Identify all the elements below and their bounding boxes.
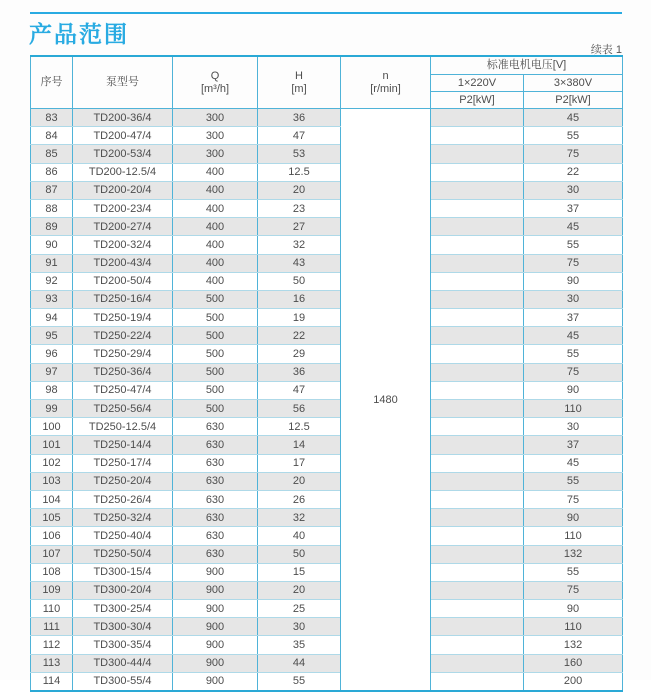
serial-cell: 112 xyxy=(31,636,73,654)
serial-cell: 97 xyxy=(31,363,73,381)
flow-cell: 630 xyxy=(173,454,258,472)
head-cell: 25 xyxy=(258,600,341,618)
p2-220-cell xyxy=(431,290,524,308)
serial-cell: 99 xyxy=(31,400,73,418)
model-cell: TD200-47/4 xyxy=(73,127,173,145)
p2-380-cell: 110 xyxy=(524,618,623,636)
head-cell: 55 xyxy=(258,672,341,691)
table-row xyxy=(31,327,623,345)
header-flow-symbol: Q xyxy=(210,69,220,82)
model-cell: TD250-26/4 xyxy=(73,490,173,508)
flow-cell: 630 xyxy=(173,436,258,454)
p2-380-cell: 55 xyxy=(524,563,623,581)
p2-380-cell: 45 xyxy=(524,327,623,345)
head-cell: 12.5 xyxy=(258,418,341,436)
serial-cell: 94 xyxy=(31,309,73,327)
p2-380-cell: 90 xyxy=(524,381,623,399)
p2-380-cell: 200 xyxy=(524,672,623,691)
head-cell: 12.5 xyxy=(258,163,341,181)
model-cell: TD200-23/4 xyxy=(73,199,173,217)
head-cell: 17 xyxy=(258,454,341,472)
p2-220-cell xyxy=(431,618,524,636)
flow-cell: 900 xyxy=(173,636,258,654)
top-accent-rule xyxy=(30,12,622,14)
model-cell: TD200-50/4 xyxy=(73,272,173,290)
flow-cell: 630 xyxy=(173,490,258,508)
model-cell: TD300-25/4 xyxy=(73,600,173,618)
table-row xyxy=(31,127,623,145)
flow-cell: 400 xyxy=(173,218,258,236)
p2-380-cell: 55 xyxy=(524,236,623,254)
model-cell: TD250-29/4 xyxy=(73,345,173,363)
serial-cell: 91 xyxy=(31,254,73,272)
serial-cell: 87 xyxy=(31,181,73,199)
header-speed-unit: [r/min] xyxy=(370,82,401,95)
flow-cell: 400 xyxy=(173,199,258,217)
p2-380-cell: 110 xyxy=(524,527,623,545)
head-cell: 29 xyxy=(258,345,341,363)
serial-cell: 92 xyxy=(31,272,73,290)
p2-220-cell xyxy=(431,363,524,381)
p2-220-cell xyxy=(431,581,524,599)
serial-cell: 102 xyxy=(31,454,73,472)
p2-220-cell xyxy=(431,563,524,581)
p2-220-cell xyxy=(431,145,524,163)
flow-cell: 500 xyxy=(173,309,258,327)
head-cell: 50 xyxy=(258,272,341,290)
p2-380-cell: 55 xyxy=(524,345,623,363)
serial-cell: 100 xyxy=(31,418,73,436)
p2-380-cell: 30 xyxy=(524,418,623,436)
flow-cell: 900 xyxy=(173,600,258,618)
table-row xyxy=(31,309,623,327)
serial-cell: 111 xyxy=(31,618,73,636)
flow-cell: 900 xyxy=(173,618,258,636)
table-row xyxy=(31,545,623,563)
table-row xyxy=(31,290,623,308)
model-cell: TD250-19/4 xyxy=(73,309,173,327)
model-cell: TD250-22/4 xyxy=(73,327,173,345)
serial-cell: 98 xyxy=(31,381,73,399)
head-cell: 47 xyxy=(258,127,341,145)
head-cell: 19 xyxy=(258,309,341,327)
table-row xyxy=(31,345,623,363)
model-cell: TD200-53/4 xyxy=(73,145,173,163)
p2-220-cell xyxy=(431,654,524,672)
table-row xyxy=(31,381,623,399)
flow-cell: 400 xyxy=(173,254,258,272)
model-cell: TD200-36/4 xyxy=(73,109,173,127)
model-cell: TD250-47/4 xyxy=(73,381,173,399)
head-cell: 23 xyxy=(258,199,341,217)
table-row xyxy=(31,400,623,418)
p2-380-cell: 132 xyxy=(524,545,623,563)
table-row xyxy=(31,618,623,636)
model-cell: TD250-56/4 xyxy=(73,400,173,418)
speed-value-cell: 1480 xyxy=(341,109,431,692)
p2-220-cell xyxy=(431,600,524,618)
head-cell: 36 xyxy=(258,363,341,381)
p2-380-cell: 160 xyxy=(524,654,623,672)
flow-cell: 500 xyxy=(173,363,258,381)
table-row xyxy=(31,454,623,472)
p2-380-cell: 75 xyxy=(524,490,623,508)
p2-380-cell: 22 xyxy=(524,163,623,181)
head-cell: 14 xyxy=(258,436,341,454)
p2-220-cell xyxy=(431,327,524,345)
head-cell: 20 xyxy=(258,581,341,599)
table-row xyxy=(31,145,623,163)
model-cell: TD300-20/4 xyxy=(73,581,173,599)
p2-380-cell: 90 xyxy=(524,509,623,527)
head-cell: 15 xyxy=(258,563,341,581)
p2-220-cell xyxy=(431,490,524,508)
table-row xyxy=(31,600,623,618)
p2-220-cell xyxy=(431,309,524,327)
header-row-group xyxy=(31,56,623,75)
serial-cell: 90 xyxy=(31,236,73,254)
p2-380-cell: 110 xyxy=(524,400,623,418)
flow-cell: 630 xyxy=(173,545,258,563)
serial-cell: 104 xyxy=(31,490,73,508)
product-range-table xyxy=(30,55,623,692)
table-row xyxy=(31,181,623,199)
flow-cell: 300 xyxy=(173,127,258,145)
continuation-note: 续表 1 xyxy=(590,44,622,56)
model-cell: TD250-12.5/4 xyxy=(73,418,173,436)
p2-220-cell xyxy=(431,272,524,290)
p2-220-cell xyxy=(431,181,524,199)
flow-cell: 400 xyxy=(173,163,258,181)
flow-cell: 630 xyxy=(173,418,258,436)
model-cell: TD300-30/4 xyxy=(73,618,173,636)
p2-380-cell: 30 xyxy=(524,290,623,308)
serial-cell: 96 xyxy=(31,345,73,363)
table-row xyxy=(31,654,623,672)
table-row xyxy=(31,363,623,381)
table-row xyxy=(31,236,623,254)
header-serial: 序号 xyxy=(31,56,73,109)
header-pump-model: 泵型号 xyxy=(73,56,173,109)
head-cell: 20 xyxy=(258,472,341,490)
p2-380-cell: 55 xyxy=(524,472,623,490)
p2-220-cell xyxy=(431,199,524,217)
table-row xyxy=(31,163,623,181)
model-cell: TD250-40/4 xyxy=(73,527,173,545)
p2-220-cell xyxy=(431,381,524,399)
table-header xyxy=(31,56,623,109)
head-cell: 53 xyxy=(258,145,341,163)
serial-cell: 85 xyxy=(31,145,73,163)
head-cell: 32 xyxy=(258,509,341,527)
model-cell: TD300-55/4 xyxy=(73,672,173,691)
p2-220-cell xyxy=(431,400,524,418)
p2-380-cell: 90 xyxy=(524,272,623,290)
p2-220-cell xyxy=(431,109,524,127)
flow-cell: 400 xyxy=(173,272,258,290)
serial-cell: 105 xyxy=(31,509,73,527)
p2-220-cell xyxy=(431,527,524,545)
p2-220-cell xyxy=(431,254,524,272)
head-cell: 20 xyxy=(258,181,341,199)
serial-cell: 95 xyxy=(31,327,73,345)
model-cell: TD200-20/4 xyxy=(73,181,173,199)
p2-380-cell: 30 xyxy=(524,181,623,199)
p2-220-cell xyxy=(431,218,524,236)
head-cell: 47 xyxy=(258,381,341,399)
head-cell: 40 xyxy=(258,527,341,545)
table-row xyxy=(31,472,623,490)
table-row xyxy=(31,109,623,127)
p2-220-cell xyxy=(431,418,524,436)
header-voltage-group: 标准电机电压[V] xyxy=(431,56,623,75)
flow-cell: 900 xyxy=(173,654,258,672)
p2-220-cell xyxy=(431,236,524,254)
serial-cell: 106 xyxy=(31,527,73,545)
serial-cell: 89 xyxy=(31,218,73,236)
p2-220-cell xyxy=(431,163,524,181)
flow-cell: 500 xyxy=(173,345,258,363)
serial-cell: 110 xyxy=(31,600,73,618)
header-head-unit: [m] xyxy=(291,82,307,95)
flow-cell: 630 xyxy=(173,472,258,490)
model-cell: TD200-32/4 xyxy=(73,236,173,254)
table-row xyxy=(31,527,623,545)
model-cell: TD300-44/4 xyxy=(73,654,173,672)
p2-220-cell xyxy=(431,509,524,527)
head-cell: 27 xyxy=(258,218,341,236)
model-cell: TD250-50/4 xyxy=(73,545,173,563)
model-cell: TD250-32/4 xyxy=(73,509,173,527)
head-cell: 35 xyxy=(258,636,341,654)
table-row xyxy=(31,418,623,436)
flow-cell: 500 xyxy=(173,290,258,308)
p2-380-cell: 45 xyxy=(524,218,623,236)
p2-380-cell: 45 xyxy=(524,109,623,127)
p2-380-cell: 37 xyxy=(524,309,623,327)
table-row xyxy=(31,636,623,654)
table-row xyxy=(31,672,623,691)
flow-cell: 300 xyxy=(173,109,258,127)
header-p2-380: P2[kW] xyxy=(524,92,623,109)
head-cell: 16 xyxy=(258,290,341,308)
model-cell: TD200-43/4 xyxy=(73,254,173,272)
flow-cell: 630 xyxy=(173,509,258,527)
flow-cell: 900 xyxy=(173,672,258,691)
p2-380-cell: 90 xyxy=(524,600,623,618)
flow-cell: 500 xyxy=(173,327,258,345)
p2-220-cell xyxy=(431,436,524,454)
table-row xyxy=(31,509,623,527)
model-cell: TD300-35/4 xyxy=(73,636,173,654)
head-cell: 56 xyxy=(258,400,341,418)
header-speed-symbol: n xyxy=(382,69,389,82)
p2-380-cell: 37 xyxy=(524,436,623,454)
head-cell: 26 xyxy=(258,490,341,508)
p2-220-cell xyxy=(431,545,524,563)
p2-220-cell xyxy=(431,454,524,472)
p2-380-cell: 55 xyxy=(524,127,623,145)
serial-cell: 84 xyxy=(31,127,73,145)
p2-220-cell xyxy=(431,672,524,691)
flow-cell: 400 xyxy=(173,181,258,199)
model-cell: TD250-20/4 xyxy=(73,472,173,490)
model-cell: TD250-16/4 xyxy=(73,290,173,308)
table-row xyxy=(31,218,623,236)
table-row xyxy=(31,581,623,599)
p2-380-cell: 45 xyxy=(524,454,623,472)
p2-380-cell: 75 xyxy=(524,581,623,599)
serial-cell: 101 xyxy=(31,436,73,454)
table-body xyxy=(31,109,623,692)
flow-cell: 900 xyxy=(173,581,258,599)
table-row xyxy=(31,436,623,454)
header-voltage-380: 3×380V xyxy=(524,75,623,92)
head-cell: 43 xyxy=(258,254,341,272)
serial-cell: 93 xyxy=(31,290,73,308)
serial-cell: 88 xyxy=(31,199,73,217)
serial-cell: 83 xyxy=(31,109,73,127)
table-row xyxy=(31,272,623,290)
model-cell: TD300-15/4 xyxy=(73,563,173,581)
model-cell: TD200-12.5/4 xyxy=(73,163,173,181)
header-flow xyxy=(173,56,258,109)
serial-cell: 86 xyxy=(31,163,73,181)
serial-cell: 107 xyxy=(31,545,73,563)
p2-220-cell xyxy=(431,345,524,363)
table-row xyxy=(31,563,623,581)
flow-cell: 630 xyxy=(173,527,258,545)
model-cell: TD250-17/4 xyxy=(73,454,173,472)
table-row xyxy=(31,254,623,272)
serial-cell: 113 xyxy=(31,654,73,672)
head-cell: 36 xyxy=(258,109,341,127)
header-speed xyxy=(341,56,431,109)
flow-cell: 500 xyxy=(173,400,258,418)
flow-cell: 300 xyxy=(173,145,258,163)
p2-220-cell xyxy=(431,472,524,490)
page-title: 产品范围 xyxy=(29,21,129,47)
head-cell: 22 xyxy=(258,327,341,345)
p2-380-cell: 132 xyxy=(524,636,623,654)
head-cell: 32 xyxy=(258,236,341,254)
flow-cell: 900 xyxy=(173,563,258,581)
p2-380-cell: 75 xyxy=(524,254,623,272)
p2-380-cell: 75 xyxy=(524,145,623,163)
flow-cell: 400 xyxy=(173,236,258,254)
serial-cell: 103 xyxy=(31,472,73,490)
head-cell: 44 xyxy=(258,654,341,672)
p2-220-cell xyxy=(431,636,524,654)
model-cell: TD250-36/4 xyxy=(73,363,173,381)
p2-380-cell: 75 xyxy=(524,363,623,381)
head-cell: 30 xyxy=(258,618,341,636)
serial-cell: 109 xyxy=(31,581,73,599)
header-voltage-220: 1×220V xyxy=(431,75,524,92)
p2-220-cell xyxy=(431,127,524,145)
table-row xyxy=(31,490,623,508)
header-head-symbol: H xyxy=(295,69,303,82)
header-head xyxy=(258,56,341,109)
model-cell: TD200-27/4 xyxy=(73,218,173,236)
model-cell: TD250-14/4 xyxy=(73,436,173,454)
flow-cell: 500 xyxy=(173,381,258,399)
serial-cell: 108 xyxy=(31,563,73,581)
table-row xyxy=(31,199,623,217)
header-flow-unit: [m³/h] xyxy=(200,82,230,95)
header-p2-220: P2[kW] xyxy=(431,92,524,109)
p2-380-cell: 37 xyxy=(524,199,623,217)
serial-cell: 114 xyxy=(31,672,73,691)
head-cell: 50 xyxy=(258,545,341,563)
